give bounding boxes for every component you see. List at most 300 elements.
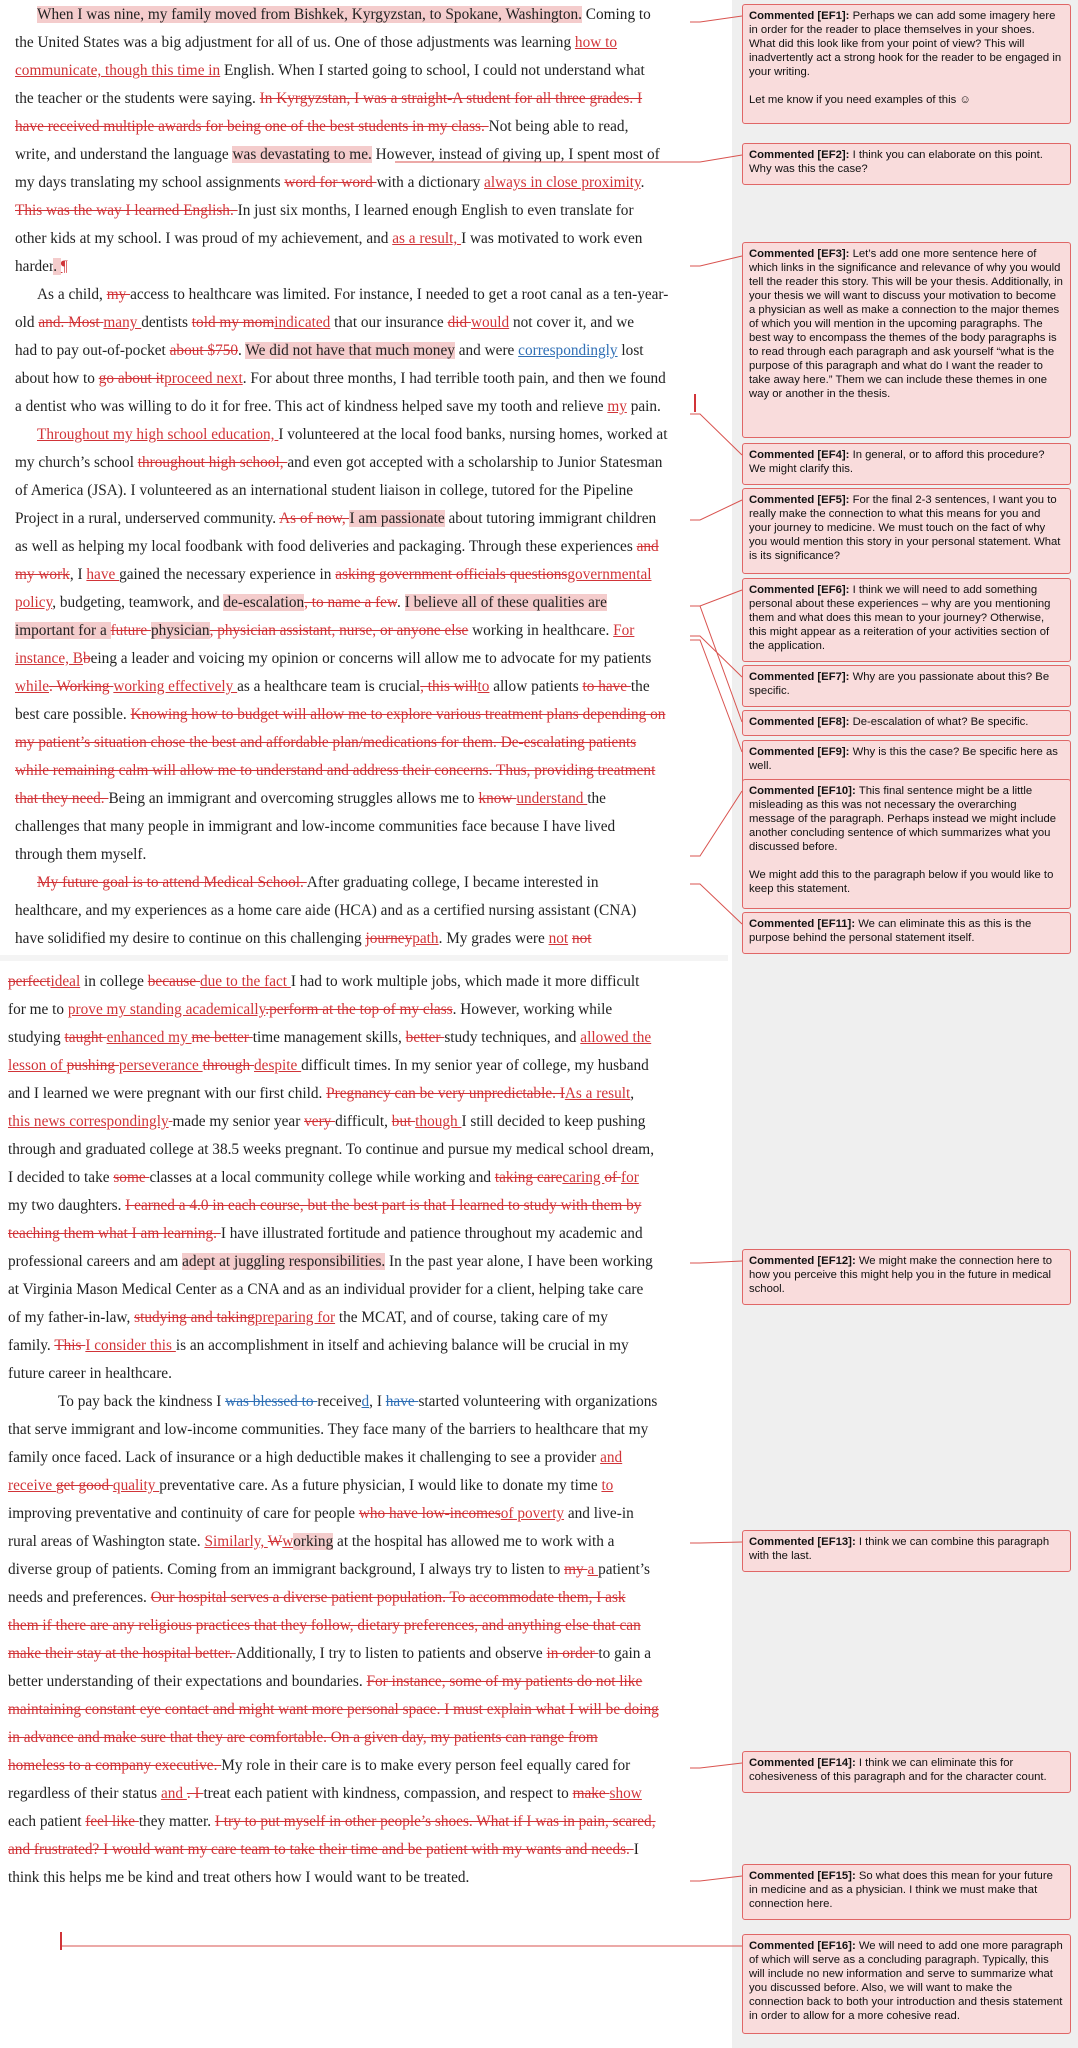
deleted-text: in advance and make sure that they are comfortable. On a given day, my patients can range from: [8, 1729, 598, 1746]
text-run: However, instead of giving up, I spent most of: [371, 146, 660, 163]
document-line[interactable]: [15, 508, 656, 529]
deleted-text: My future goal is to attend Medical School.: [37, 874, 307, 891]
text-run: a dentist who was willing to do it for free. This act of kindness helped save my tooth and relieve: [15, 398, 608, 415]
text-run: pain.: [626, 398, 661, 415]
format-deleted-text: have: [385, 1393, 419, 1410]
comment-header: Commented [EF14]:: [749, 1757, 859, 1769]
document-line[interactable]: [15, 144, 660, 165]
inserted-text: preparing for: [254, 1309, 336, 1326]
deleted-text: asking government officials questions: [335, 566, 568, 583]
text-run: each patient: [8, 1813, 86, 1830]
document-line[interactable]: [37, 424, 667, 445]
document-line[interactable]: [15, 816, 615, 837]
document-line[interactable]: [15, 900, 636, 921]
document-line[interactable]: [15, 844, 146, 865]
deleted-text: Our hospital serves a diverse patient population. To accommodate them, I ask: [150, 1589, 626, 1606]
deleted-text: This: [54, 1337, 86, 1354]
text-run: classes at a local community college while working and: [149, 1169, 495, 1186]
comment-balloon[interactable]: [742, 1934, 1071, 2034]
commented-text: important for a: [15, 622, 111, 639]
deleted-text: I earned a 4.0 in each course, but the best part is that I learned to study with them by: [125, 1197, 642, 1214]
text-run: receive: [317, 1393, 362, 1410]
text-run: I had to work multiple jobs, which made it more difficult: [290, 973, 640, 990]
document-line[interactable]: [15, 172, 645, 193]
commented-text: When I was nine, my family moved from Bishkek, Kyrgyzstan, to Spokane, Washington.: [37, 6, 582, 23]
commented-text: was devastating to me.: [232, 146, 372, 163]
document-line[interactable]: [8, 971, 639, 992]
comment-text: Let’s add one more sentence here of which links in the significance and relevance of why you would tell the reader this story. This will be your thesis. Additionally, in your thesis we will want to discuss your motivation to become a physician as well as make a connection to the major themes of which you will mention in the upcoming paragraphs. The best way to encompass the themes of the body paragraphs is to read through each paragraph and ask yourself “what is the purpose of this paragraph and what do I want the reader to take away here.” Them we can include these themes in one way or another in the thesis.: [749, 248, 1063, 400]
deleted-text: but: [391, 1113, 416, 1130]
deleted-text: studying and taking: [134, 1309, 255, 1326]
inserted-text: For: [613, 622, 635, 639]
text-run: in college: [80, 973, 148, 990]
text-run: Being an immigrant and overcoming struggles allows me to: [108, 790, 479, 807]
text-run: I have illustrated fortitude and patience throughout my academic and: [220, 1225, 643, 1242]
text-run: rural areas of Washington state.: [8, 1533, 205, 1550]
comment-paragraph: [749, 868, 1064, 896]
document-line[interactable]: [15, 704, 665, 725]
deleted-text: my work: [15, 566, 70, 583]
document-line[interactable]: [8, 1755, 630, 1776]
deleted-text: maintaining constant eye contact and might want more personal space. I must explain what I will be doing: [8, 1701, 659, 1718]
text-run: have solidified my desire to continue on this challenging: [15, 930, 366, 947]
text-run: access to healthcare was limited. For instance, I needed to get a root canal as a ten-year-: [130, 286, 669, 303]
document-line[interactable]: [8, 1727, 598, 1748]
deleted-text: some: [113, 1169, 150, 1186]
document-line[interactable]: [8, 1783, 642, 1804]
text-run: best care possible.: [15, 706, 131, 723]
document-line[interactable]: [8, 1251, 653, 1272]
document-line[interactable]: [8, 1307, 608, 1328]
comment-paragraph: [749, 9, 1064, 79]
comment-paragraph: [749, 448, 1064, 476]
comment-balloon[interactable]: [742, 665, 1071, 707]
text-run: the: [630, 678, 650, 695]
document-line[interactable]: [15, 60, 645, 81]
comment-text: I think we will need to add something personal about these experiences – why are you mentioning them and what does this mean to your journey? Otherwise, this might appear as a reiteration of your activities section of the application.: [749, 584, 1051, 652]
inserted-text: policy: [15, 594, 53, 611]
deleted-text: make their stay at the hospital better.: [8, 1645, 236, 1662]
deleted-text: future: [110, 622, 151, 639]
document-line[interactable]: [15, 480, 633, 501]
comment-text: I think we can combine this paragraph with the last.: [749, 1536, 1050, 1562]
text-run: . However, working while: [452, 1001, 613, 1018]
text-run: to gain a: [598, 1645, 652, 1662]
document-line[interactable]: [15, 620, 634, 641]
document-line[interactable]: [8, 1867, 469, 1888]
inserted-text: have: [86, 566, 120, 583]
document-line[interactable]: [8, 1419, 648, 1440]
text-run: diverse group of patients. Coming from an immigrant background, I always try to listen to: [8, 1561, 565, 1578]
document-line[interactable]: [15, 368, 666, 389]
document-line[interactable]: [8, 1223, 643, 1244]
comment-paragraph: [749, 247, 1064, 401]
comment-text: Why are you passionate about this? Be specific.: [749, 671, 1050, 697]
document-line[interactable]: [8, 1279, 643, 1300]
text-run: and even got accepted with a scholarship to Junior Statesman: [287, 454, 663, 471]
text-run: preventative care. As a future physician, I would like to donate my time: [159, 1477, 602, 1494]
document-line[interactable]: [8, 1139, 654, 1160]
text-run: family once faced. Lack of insurance or a high deductible makes it challenging to see a provider: [8, 1449, 601, 1466]
text-run: of my father-in-law,: [8, 1309, 135, 1326]
document-line[interactable]: [15, 676, 650, 697]
document-line[interactable]: [15, 396, 661, 417]
comment-paragraph: [749, 1939, 1064, 2023]
comment-text: This final sentence might be a little misleading as this was not necessary the overarching message of the paragraph. Perhaps instead we might include another concluding sentence of which summarizes what you discussed before.: [749, 785, 1057, 853]
text-run: needs and preferences.: [8, 1589, 151, 1606]
text-run: old: [15, 314, 39, 331]
comment-header: Commented [EF5]:: [749, 494, 853, 506]
deleted-text: pushing: [66, 1057, 119, 1074]
document-line[interactable]: [8, 1811, 656, 1832]
inserted-text: receive: [8, 1477, 56, 1494]
deleted-text: that they need.: [15, 790, 109, 807]
comment-text: Why is this the case? Be specific here as well.: [749, 746, 1058, 772]
document-line[interactable]: [8, 1055, 649, 1076]
text-run: think this helps me be kind and treat others how I would want to be treated.: [8, 1869, 470, 1886]
comment-balloon[interactable]: [742, 1530, 1071, 1572]
deleted-text: I try to put myself in other people’s shoes. What if I was in pain, scared,: [214, 1813, 656, 1830]
commented-text: We did not have that much money: [245, 342, 455, 359]
document-line[interactable]: [15, 32, 617, 53]
deleted-text: . I: [186, 1785, 204, 1802]
document-line[interactable]: [15, 564, 652, 585]
document-line[interactable]: [8, 1699, 659, 1720]
document-line[interactable]: [15, 256, 68, 277]
comment-balloon[interactable]: [742, 1249, 1071, 1305]
text-run: not cover it, and we: [509, 314, 635, 331]
comment-balloon[interactable]: [742, 242, 1071, 438]
deleted-text: , physician assistant, nurse, or anyone else: [209, 622, 469, 639]
comment-balloon[interactable]: [742, 443, 1071, 485]
text-run: As a child,: [37, 286, 107, 303]
text-run: I volunteered at the local food banks, nursing homes, worked at: [278, 426, 668, 443]
document-line[interactable]: [8, 1671, 642, 1692]
text-run: started volunteering with organizations: [418, 1393, 658, 1410]
deleted-text: .perform at the top of my class: [265, 1001, 453, 1018]
comment-header: Commented [EF15]:: [749, 1870, 859, 1882]
comment-paragraph: [749, 715, 1064, 729]
document-line[interactable]: [8, 1839, 639, 1860]
inserted-text: a: [587, 1561, 599, 1578]
text-run: made my senior year: [172, 1113, 305, 1130]
text-run: and I learned we were pregnant with our first child.: [8, 1085, 327, 1102]
empty-paragraph-marker: [60, 1932, 62, 1950]
text-run: time management skills,: [252, 1029, 406, 1046]
deleted-text: through: [202, 1057, 254, 1074]
document-line[interactable]: [8, 1027, 651, 1048]
text-run: study techniques, and: [444, 1029, 581, 1046]
page-break: [0, 955, 728, 961]
deleted-text: perfect: [8, 973, 51, 990]
deleted-text: while remaining calm will allow me to understand and address their concerns. Thus, providing treatment: [15, 762, 656, 779]
document-line[interactable]: [15, 88, 642, 109]
document-line[interactable]: [15, 928, 592, 949]
text-run: .: [640, 174, 645, 191]
inserted-text: instance, B: [15, 650, 83, 667]
comment-paragraph: [749, 1535, 1064, 1563]
text-run: .: [397, 594, 405, 611]
deleted-text: journey: [365, 930, 413, 947]
inserted-text: and: [600, 1449, 623, 1466]
inserted-text: many: [103, 314, 142, 331]
text-run: I was motivated to work even: [461, 230, 643, 247]
inserted-text: caring: [562, 1169, 605, 1186]
text-run: English. When I started going to school, I could not understand what: [220, 62, 645, 79]
text-run: dentists: [141, 314, 192, 331]
text-run: My role in their care is to make every person feel equally cared for: [221, 1757, 631, 1774]
text-run: difficult,: [335, 1113, 392, 1130]
inserted-text: indicated: [274, 314, 331, 331]
comment-balloon[interactable]: [742, 779, 1071, 909]
document-line[interactable]: [15, 732, 636, 753]
inserted-text: governmental: [567, 566, 652, 583]
text-run: through them myself.: [15, 846, 147, 863]
text-run: about how to: [15, 370, 99, 387]
inserted-text: quality: [112, 1477, 160, 1494]
comment-header: Commented [EF4]:: [749, 449, 853, 461]
comment-balloon[interactable]: [742, 1864, 1071, 1920]
deleted-text: told my mom: [191, 314, 275, 331]
text-run: treat each patient with kindness, compassion, and respect to: [203, 1785, 573, 1802]
deleted-text: Most: [68, 314, 104, 331]
document-line[interactable]: [37, 4, 651, 25]
deleted-text: For instance, some of my patients do not like: [366, 1673, 643, 1690]
inserted-text: due to the fact: [199, 973, 291, 990]
text-run: Coming to: [581, 6, 651, 23]
text-run: eing a leader and voicing my opinion or concerns will allow me to advocate for my patients: [90, 650, 652, 667]
commented-text: .: [53, 258, 61, 275]
deleted-text: Knowing how to budget will allow me to explore various treatment plans depending on: [130, 706, 666, 723]
inserted-text: w: [282, 1533, 294, 1550]
deleted-text: me better: [191, 1029, 253, 1046]
deleted-text: and frustrated? I would want my care team to take their time and be patient with my wants and needs.: [8, 1841, 634, 1858]
deleted-text: , to name a few: [304, 594, 398, 611]
comment-text: We will need to add one more paragraph of which will serve as a concluding paragraph. Typically, this will include no new information and serve to summarize what you discussed before. Also, we will want to make the connection back to both your introduction and thesis statement in order to allow for a more cohesive read.: [749, 1940, 1063, 2022]
document-line[interactable]: [15, 788, 606, 809]
comment-paragraph: [749, 93, 1064, 107]
comment-header: Commented [EF16]:: [749, 1940, 859, 1952]
document-line[interactable]: [15, 536, 659, 557]
document-line[interactable]: [15, 228, 642, 249]
text-run: healthcare, and my experiences as a home care aide (HCA) and as a certified nursing assistant (CNA): [15, 902, 637, 919]
deleted-text: get: [55, 1477, 79, 1494]
deleted-text: make: [572, 1785, 610, 1802]
comment-text: I think we can eliminate this for cohesiveness of this paragraph and for the character count.: [749, 1757, 1047, 1783]
comment-balloon[interactable]: [742, 578, 1071, 662]
inserted-text: path: [412, 930, 439, 947]
inserted-text: communicate, though this time in: [15, 62, 221, 79]
deleted-text: taught: [64, 1029, 107, 1046]
document-line[interactable]: [8, 1531, 614, 1552]
text-run: the United States was a big adjustment for all of us. One of those adjustments was learning: [15, 34, 575, 51]
deleted-text: In Kyrgyzstan, I was a straight-A student for all three grades. I: [259, 90, 643, 107]
text-run: , I: [369, 1393, 386, 1410]
comment-balloon[interactable]: [742, 1751, 1071, 1793]
comment-paragraph: [749, 493, 1064, 563]
comment-text: De-escalation of what? Be specific.: [852, 716, 1029, 728]
comment-text: We might add this to the paragraph below if you would like to keep this statement.: [749, 869, 1054, 895]
text-run: patient’s: [598, 1561, 650, 1578]
comment-balloon[interactable]: [742, 912, 1071, 954]
deleted-text: , this will: [420, 678, 478, 695]
comment-text: In general, or to afford this procedure? We might clarify this.: [749, 449, 1045, 475]
document-line[interactable]: [15, 648, 651, 669]
deleted-text: who have low-incomes: [358, 1505, 501, 1522]
deleted-text: of: [604, 1169, 621, 1186]
document-line[interactable]: [8, 1643, 651, 1664]
document-line[interactable]: [8, 1503, 634, 1524]
inserted-text: lesson of: [8, 1057, 67, 1074]
comment-balloon[interactable]: [742, 740, 1071, 784]
comment-paragraph: [749, 670, 1064, 698]
deleted-text: them if there are any religious practices that they follow, dietary preferences, and anything else that can: [8, 1617, 641, 1634]
inserted-text: my: [607, 398, 627, 415]
document-line[interactable]: [8, 1335, 629, 1356]
deleted-text: my patient’s situation chose the best and affordable plan/medications for them. De-escalating patients: [15, 734, 637, 751]
comment-header: Commented [EF12]:: [749, 1255, 859, 1267]
document-line[interactable]: [15, 116, 628, 137]
text-run: . For about three months, I had terrible tooth pain, and then we found: [242, 370, 666, 387]
commented-text: de-escalation: [223, 594, 305, 611]
text-run: the teacher or the students were saying.: [15, 90, 260, 107]
text-run: that serve immigrant and low-income communities. They face many of the barriers to healthcare that my: [8, 1421, 649, 1438]
document-line[interactable]: [8, 1475, 613, 1496]
inserted-text: of poverty: [500, 1505, 565, 1522]
document-line[interactable]: [8, 1615, 641, 1636]
text-run: my two daughters.: [8, 1197, 126, 1214]
deleted-text: word for word: [284, 174, 377, 191]
comment-balloon[interactable]: [742, 488, 1071, 574]
comment-header: Commented [EF9]:: [749, 746, 853, 758]
deleted-text: homeless to a company executive.: [8, 1757, 222, 1774]
comment-header: Commented [EF2]:: [749, 149, 853, 161]
text-run: , budgeting, teamwork, and: [52, 594, 224, 611]
text-run: challenges that many people in immigrant and low-income communities face because I have lived: [15, 818, 616, 835]
document-line[interactable]: [15, 592, 607, 613]
comment-paragraph: [749, 1254, 1064, 1296]
comment-paragraph: [749, 917, 1064, 945]
comment-paragraph: [749, 1756, 1064, 1784]
inserted-text: Similarly,: [204, 1533, 268, 1550]
comment-paragraph: [749, 745, 1064, 773]
inserted-text: how to: [574, 34, 617, 51]
text-run: better understanding of their expectations and boundaries.: [8, 1673, 367, 1690]
text-run: improving preventative and continuity of care for people: [8, 1505, 359, 1522]
commented-text: adept at juggling responsibilities.: [182, 1253, 386, 1270]
text-run: the: [587, 790, 606, 807]
inserted-text: I consider this: [85, 1337, 176, 1354]
comment-paragraph: [749, 583, 1064, 653]
deleted-text: better: [405, 1029, 445, 1046]
document-line[interactable]: [15, 760, 655, 781]
deleted-text: . Working: [49, 678, 114, 695]
inserted-text: Throughout my high school education,: [37, 426, 279, 443]
document-line[interactable]: [8, 1447, 622, 1468]
inserted-text: while: [15, 678, 49, 695]
format-deleted-text: was blessed to: [225, 1393, 318, 1410]
comment-balloon[interactable]: [742, 710, 1071, 736]
text-run: and live-in: [564, 1505, 634, 1522]
comment-balloon[interactable]: [742, 4, 1071, 124]
deleted-text: my: [564, 1561, 588, 1578]
text-run: that our insurance: [330, 314, 448, 331]
inserted-text: understand: [516, 790, 588, 807]
text-run: I still decided to keep pushing: [461, 1113, 646, 1130]
comment-paragraph: [749, 784, 1064, 854]
deleted-text: and: [636, 538, 659, 555]
comment-text: Let me know if you need examples of this ☺: [749, 94, 971, 106]
comment-header: Commented [EF6]:: [749, 584, 853, 596]
inserted-text: working effectively: [113, 678, 238, 695]
comment-header: Commented [EF13]:: [749, 1536, 859, 1548]
commented-text: orking: [293, 1533, 334, 1550]
document-line[interactable]: [8, 1587, 626, 1608]
deleted-text: teaching them what I am learning.: [8, 1225, 221, 1242]
document-line[interactable]: [15, 340, 644, 361]
document-line[interactable]: [8, 1167, 639, 1188]
deleted-text: As of now,: [279, 510, 350, 527]
comment-balloon[interactable]: [742, 143, 1071, 185]
deleted-text: have received multiple awards for being one of the best students in my class.: [15, 118, 489, 135]
document-line[interactable]: [8, 1195, 641, 1216]
document-line[interactable]: [8, 1363, 172, 1384]
deleted-text: taking care: [494, 1169, 563, 1186]
inserted-text: despite: [254, 1057, 302, 1074]
text-run: working in healthcare.: [468, 622, 614, 639]
deleted-text: b: [82, 650, 91, 667]
inserted-text: prove my standing academically: [67, 1001, 266, 1018]
inserted-text: though: [415, 1113, 462, 1130]
document-line[interactable]: [8, 1111, 645, 1132]
document-line[interactable]: [8, 1559, 650, 1580]
commented-text: I believe all of these qualities are: [404, 594, 607, 611]
deleted-text: and.: [38, 314, 69, 331]
comment-header: Commented [EF8]:: [749, 716, 853, 728]
inserted-text: show: [609, 1785, 642, 1802]
text-run: of America (JSA). I volunteered as an international student liaison in college, tutored for the Pipeline: [15, 482, 634, 499]
comment-paragraph: [749, 1869, 1064, 1911]
inserted-text: proceed next: [164, 370, 243, 387]
comment-text: For the final 2-3 sentences, I want you to really make the connection to what this means for you and your journey to medicine. We must touch on the fact of why you would mention this story in your personal statement. What is its significance?: [749, 494, 1061, 562]
deleted-text: go about it: [98, 370, 165, 387]
deleted-text: not: [571, 930, 592, 947]
inserted-text: would: [470, 314, 510, 331]
document-line[interactable]: [37, 284, 668, 305]
text-run: gained the necessary experience in: [119, 566, 336, 583]
deleted-text: Pregnancy can be very unpredictable. I: [326, 1085, 565, 1102]
text-run: In the past year alone, I have been working: [385, 1253, 653, 1270]
text-run: ,: [630, 1085, 635, 1102]
deleted-text: my: [106, 286, 131, 303]
text-run: through and graduated college at 38.5 weeks pregnant. To continue and pursue my medical school dream,: [8, 1141, 655, 1158]
document-line[interactable]: [58, 1391, 657, 1412]
text-run: lost: [617, 342, 644, 359]
document-line[interactable]: [15, 452, 662, 473]
text-run: difficult times. In my senior year of college, my husband: [301, 1057, 649, 1074]
document-line[interactable]: [15, 312, 634, 333]
comment-header: Commented [EF1]:: [749, 10, 853, 22]
document-line[interactable]: [8, 1083, 634, 1104]
text-run: future career in healthcare.: [8, 1365, 172, 1382]
document-line[interactable]: [37, 872, 599, 893]
document-line[interactable]: [15, 200, 634, 221]
inserted-text: enhanced my: [106, 1029, 192, 1046]
text-run: at the hospital has allowed me to work with a: [333, 1533, 615, 1550]
inserted-text: this news correspondingly: [8, 1113, 169, 1130]
document-line[interactable]: [8, 999, 612, 1020]
comment-header: Commented [EF3]:: [749, 248, 853, 260]
